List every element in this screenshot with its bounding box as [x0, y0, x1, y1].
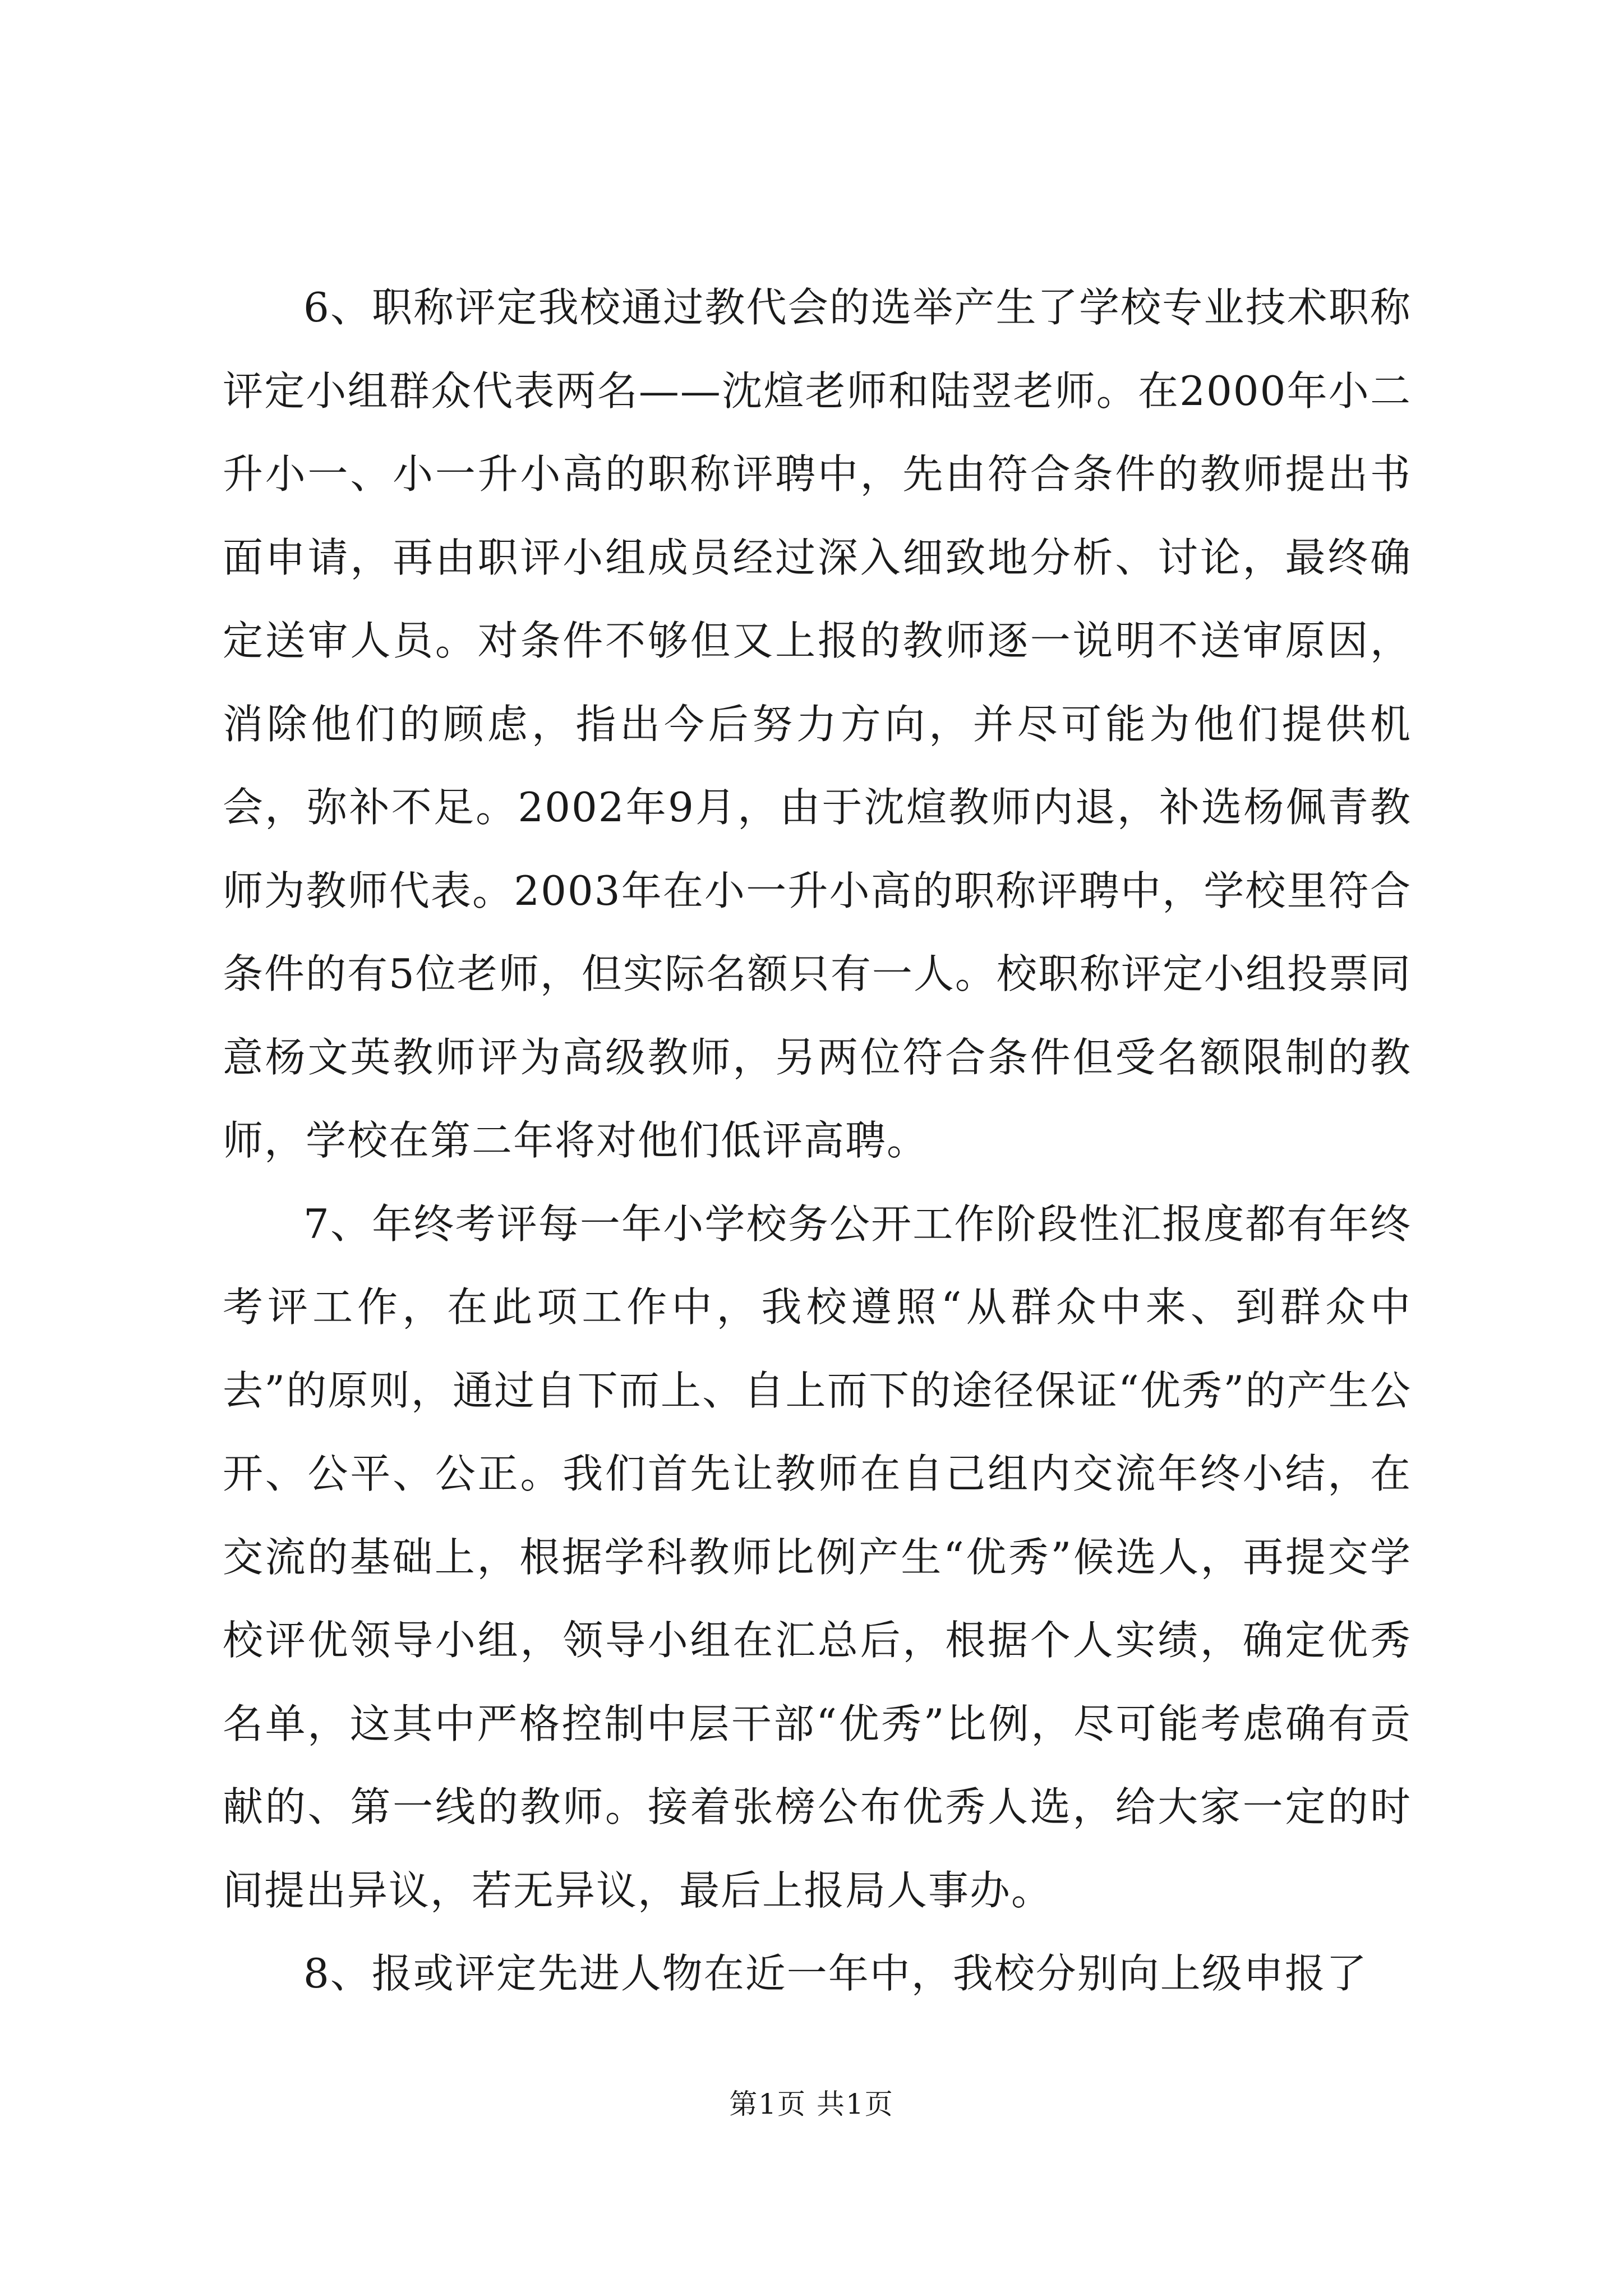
paragraph-6: 6、职称评定我校通过教代会的选举产生了学校专业技术职称评定小组群众代表两名——沈煊老师和陆翌老师。在2000年小二升小一、小一升小高的职称评聘中，先由符合条件的教师提出书面申请，再由职评小组成员经过深入细致地分析、讨论，最终确定送审人员。对条件不够但又上报的教师逐一说明不送审原因，消除他们的顾虑，指出今后努力方向，并尽可能为他们提供机会，弥补不足。2002年9月，由于沈煊教师内退，补选杨佩青教师为教师代表。2003年在小一升小高的职称评聘中，学校里符合条件的有5位老师，但实际名额只有一人。校职称评定小组投票同意杨文英教师评为高级教师，另两位符合条件但受名额限制的教师，学校在第二年将对他们低评高聘。 — [223, 284, 1412, 1164]
paragraph-7: 7、年终考评每一年小学校务公开工作阶段性汇报度都有年终考评工作，在此项工作中，我校遵照“从群众中来、到群众中去”的原则，通过自下而上、自上而下的途径保证“优秀”的产生公开、公平、公正。我们首先让教师在自己组内交流年终小结，在交流的基础上，根据学科教师比例产生“优秀”候选人，再提交学校评优领导小组，领导小组在汇总后，根据个人实绩，确定优秀名单，这其中严格控制中层干部“优秀”比例，尽可能考虑确有贡献的、第一线的教师。接着张榜公布优秀人选，给大家一定的时间提出异议，若无异议，最后上报局人事办。 — [223, 1200, 1412, 1914]
document-body — [223, 266, 1412, 2016]
paragraph-8: 8、报或评定先进人物在近一年中，我校分别向上级申报了 — [303, 1950, 1368, 1997]
page-footer: 第1页 共1页 — [729, 2088, 894, 2120]
